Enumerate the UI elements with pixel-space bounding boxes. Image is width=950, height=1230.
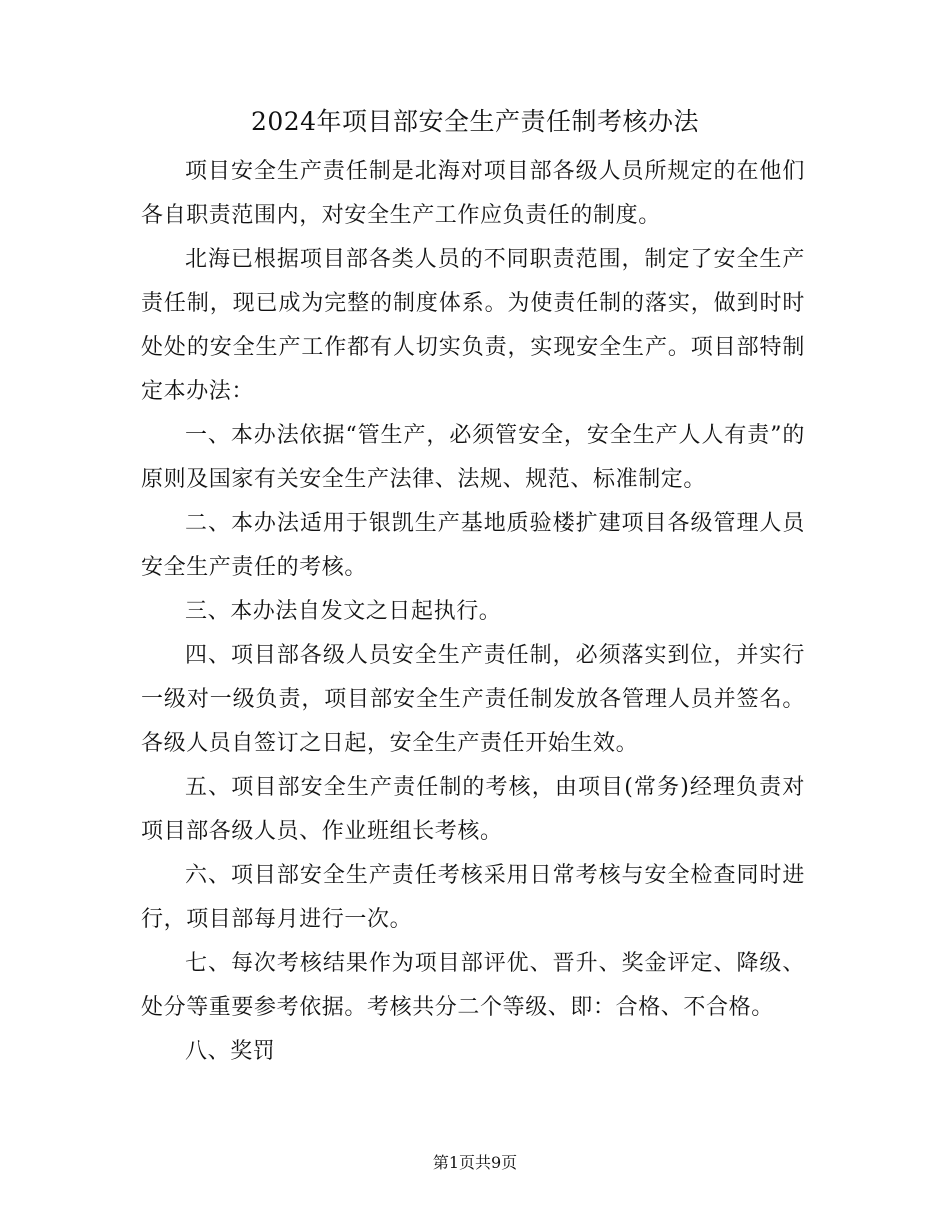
- paragraph-item-3: 三、本办法自发文之日起执行。: [185, 599, 502, 624]
- paragraph-background: 北海已根据项目部各类人员的不同职责范围，制定了安全生产责任制，现已成为完整的制度体系。为使责任制的落实，做到时时处处的安全生产工作都有人切实负责，实现安全生产。项目部特制定本办法：: [141, 247, 805, 404]
- paragraph-item-1: 一、本办法依据“管生产，必须管安全，安全生产人人有责”的原则及国家有关安全生产法律、法规、规范、标准制定。: [141, 423, 805, 492]
- page-number: 第1页共9页: [432, 1153, 518, 1172]
- paragraph-item-5: 五、项目部安全生产责任制的考核，由项目(常务)经理负责对项目部各级人员、作业班组长考核。: [141, 775, 805, 844]
- paragraph-item-7: 七、每次考核结果作为项目部评优、晋升、奖金评定、降级、处分等重要参考依据。考核共分二个等级、即：合格、不合格。: [141, 951, 805, 1020]
- paragraph-item-8: 八、奖罚: [185, 1039, 276, 1064]
- paragraph-intro: 项目安全生产责任制是北海对项目部各级人员所规定的在他们各自职责范围内，对安全生产工作应负责任的制度。: [141, 159, 805, 228]
- paragraph-item-6: 六、项目部安全生产责任考核采用日常考核与安全检查同时进行，项目部每月进行一次。: [141, 863, 805, 932]
- document-title: 2024年项目部安全生产责任制考核办法: [250, 107, 700, 136]
- paragraph-item-4: 四、项目部各级人员安全生产责任制，必须落实到位，并实行一级对一级负责，项目部安全生产责任制发放各管理人员并签名。各级人员自签订之日起，安全生产责任开始生效。: [141, 643, 805, 756]
- document-body: [141, 150, 805, 1074]
- paragraph-item-2: 二、本办法适用于银凯生产基地质验楼扩建项目各级管理人员安全生产责任的考核。: [141, 511, 805, 580]
